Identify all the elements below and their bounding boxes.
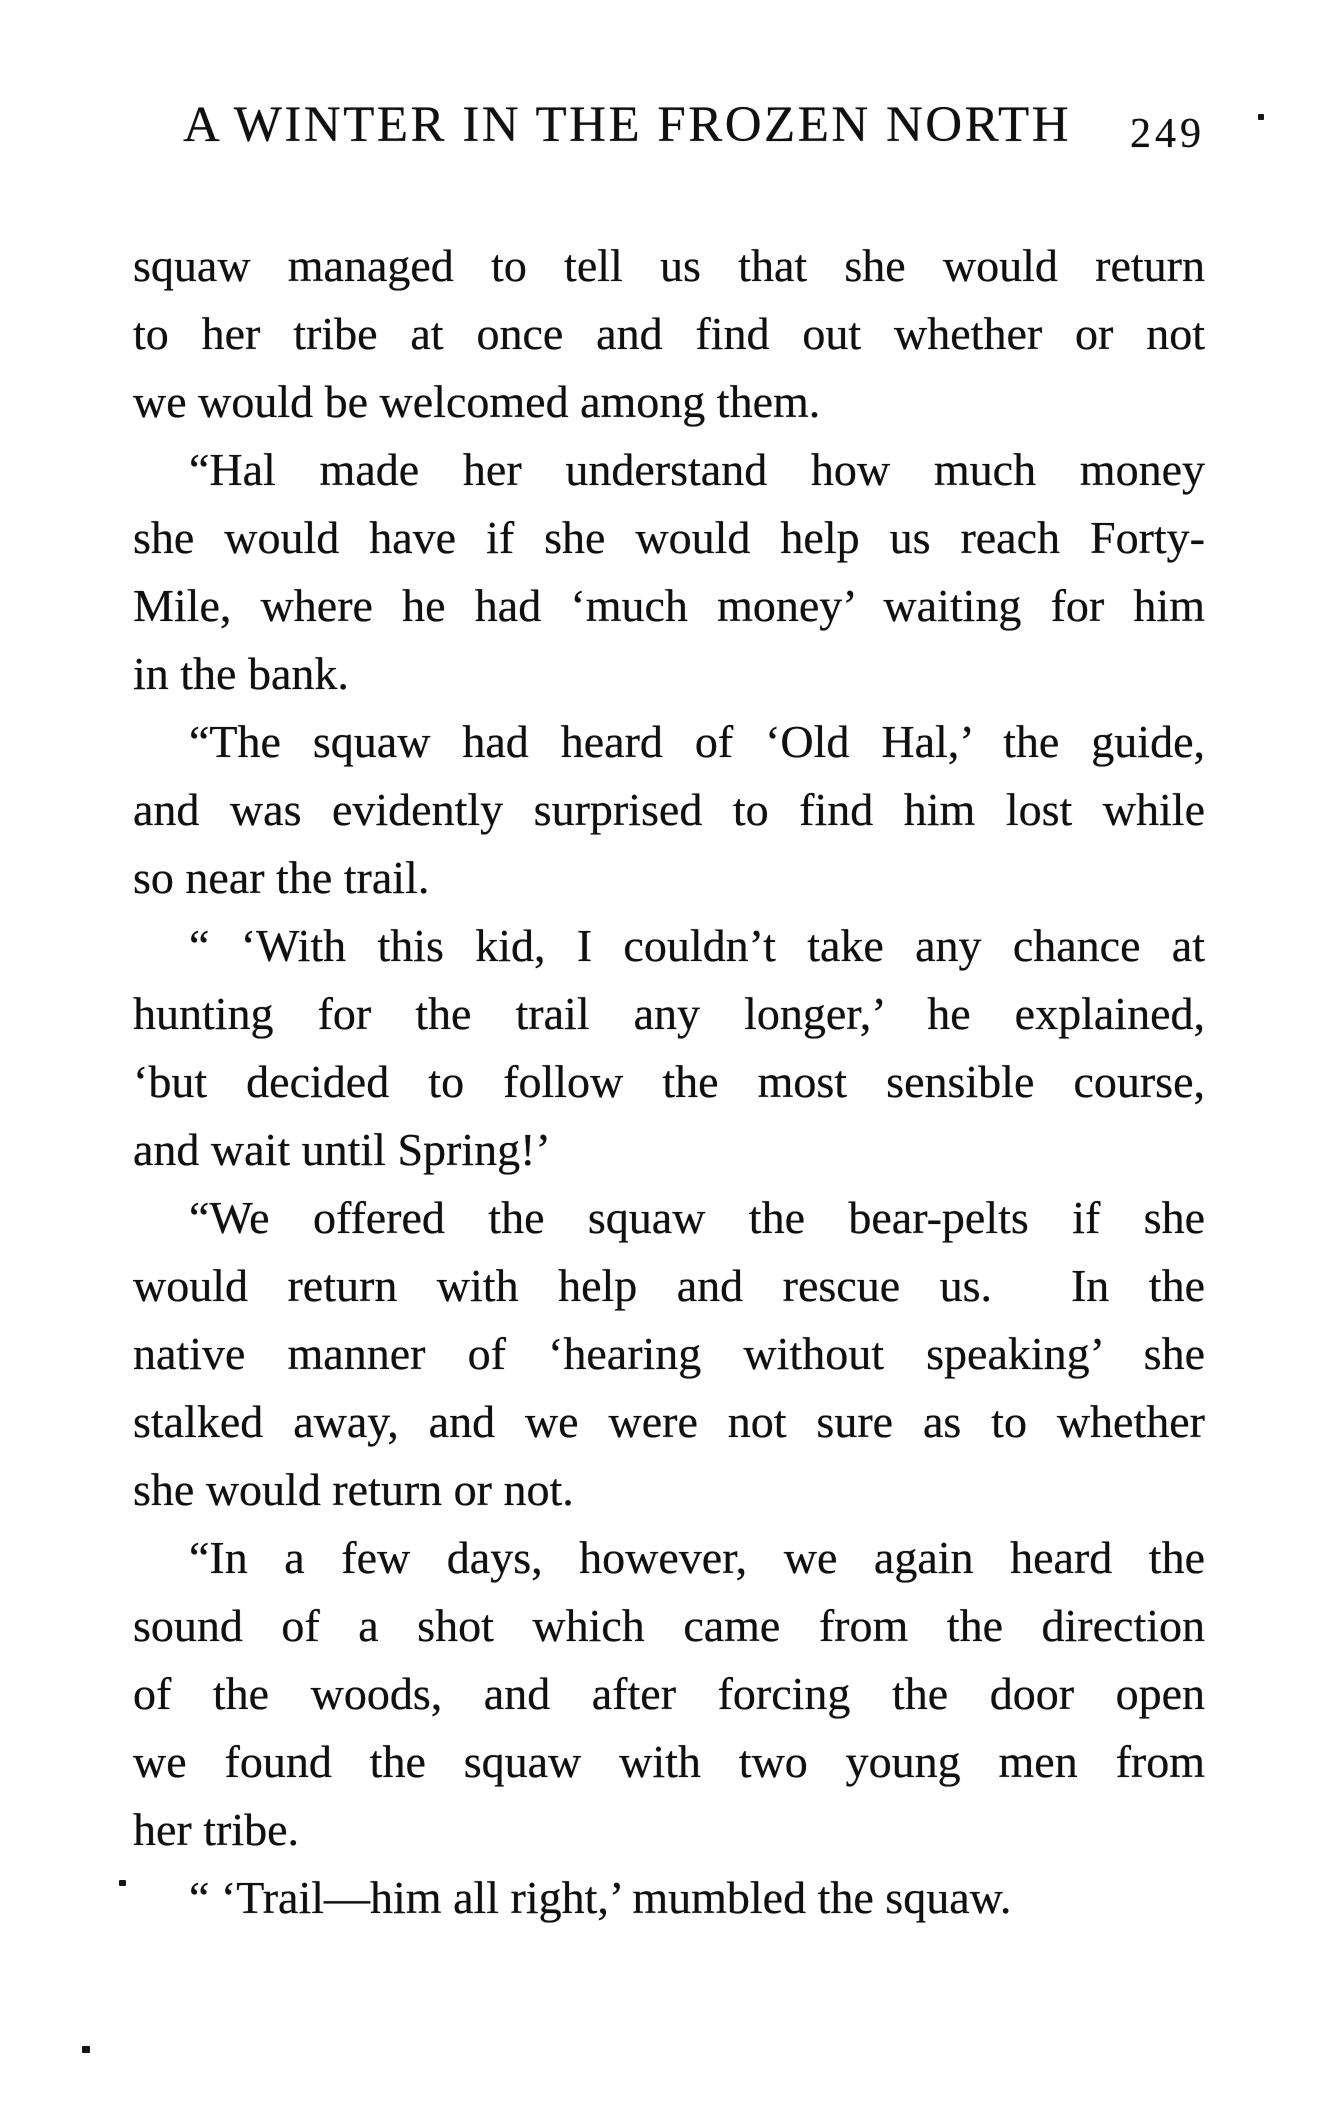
paragraph	[133, 436, 1205, 708]
page-header	[133, 96, 1205, 166]
paragraph	[133, 1864, 1205, 1932]
text-line: ‘but decided to follow the most sensible course,	[133, 1056, 1205, 1107]
text-line: we found the squaw with two young men from	[133, 1736, 1205, 1787]
paragraph	[133, 1524, 1205, 1864]
scan-speck	[82, 2046, 90, 2053]
text-line: “ ‘Trail—him all right,’ mumbled the squaw.	[189, 1872, 1012, 1923]
paragraph	[133, 912, 1205, 1184]
text-line: native manner of ‘hearing without speaking’ she	[133, 1328, 1205, 1379]
text-line: “Hal made her understand how much money	[189, 444, 1205, 495]
page-number: 249	[1130, 111, 1205, 157]
text-line: and was evidently surprised to find him lost while	[133, 784, 1205, 835]
paragraph	[133, 232, 1205, 436]
text-line: “The squaw had heard of ‘Old Hal,’ the guide,	[189, 716, 1205, 767]
text-line: to her tribe at once and find out whether or not	[133, 308, 1205, 359]
text-line: we would be welcomed among them.	[133, 376, 821, 427]
text-line: Mile, where he had ‘much money’ waiting for him	[133, 580, 1205, 631]
text-line: her tribe.	[133, 1804, 300, 1855]
text-line: so near the trail.	[133, 852, 430, 903]
scan-speck	[1258, 114, 1264, 120]
paragraph	[133, 1184, 1205, 1524]
text-line: hunting for the trail any longer,’ he explained,	[133, 988, 1205, 1039]
scan-speck	[119, 1880, 126, 1886]
paragraph	[133, 708, 1205, 912]
text-line: “In a few days, however, we again heard the	[189, 1532, 1205, 1583]
text-line: “ ‘With this kid, I couldn’t take any chance at	[189, 920, 1205, 971]
text-line: she would return or not.	[133, 1464, 574, 1515]
text-line: stalked away, and we were not sure as to whether	[133, 1396, 1205, 1447]
body-text	[133, 232, 1205, 1932]
text-line: “We offered the squaw the bear-pelts if she	[189, 1192, 1205, 1243]
text-line: in the bank.	[133, 648, 349, 699]
text-line: and wait until Spring!’	[133, 1124, 551, 1175]
running-head-title: A WINTER IN THE FROZEN NORTH	[182, 97, 1072, 153]
text-line: sound of a shot which came from the direction	[133, 1600, 1205, 1651]
text-line: of the woods, and after forcing the door open	[133, 1668, 1205, 1719]
text-line: squaw managed to tell us that she would return	[133, 240, 1205, 291]
text-line: she would have if she would help us reach Forty-	[133, 512, 1205, 563]
text-line: would return with help and rescue us. In the	[133, 1260, 1205, 1311]
